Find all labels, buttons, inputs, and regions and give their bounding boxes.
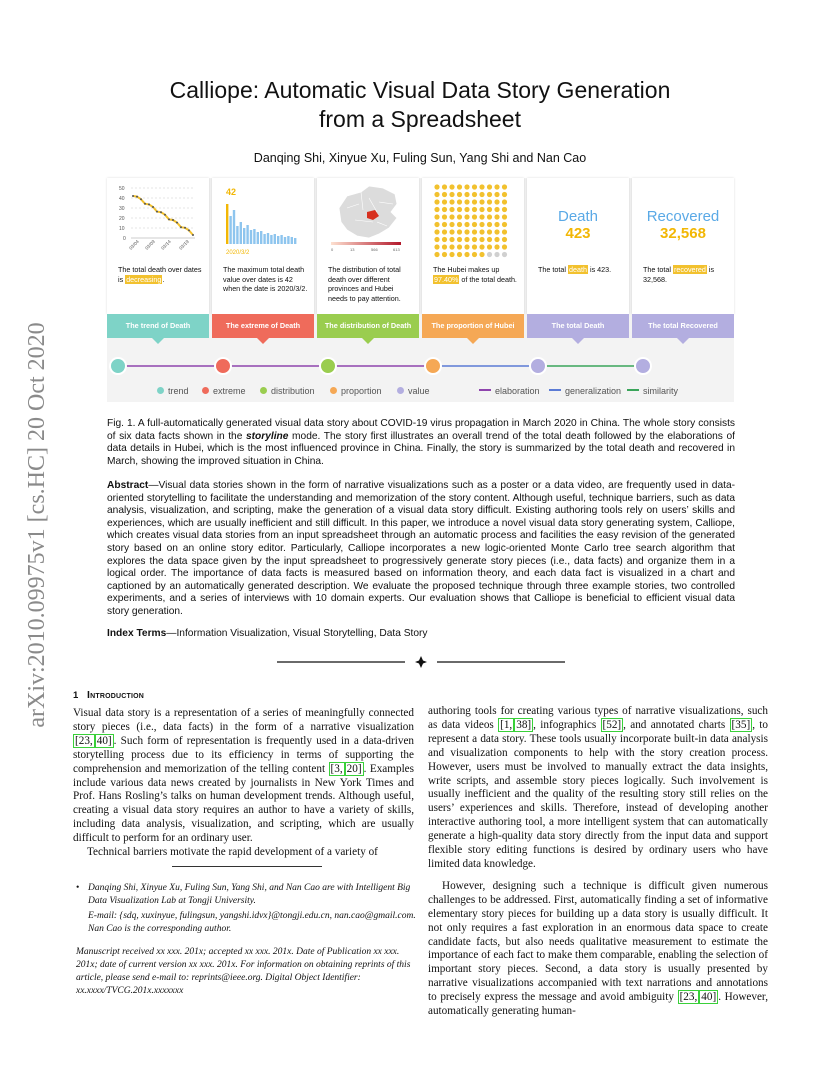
- proportion-dot: [487, 237, 492, 242]
- proportion-dot: [464, 237, 469, 242]
- extreme-chart: [212, 178, 314, 262]
- proportion-dot: [472, 214, 477, 219]
- extreme-bar: [263, 234, 265, 244]
- card-caption: The total recovered is 32,568.: [643, 265, 715, 284]
- footnote-email: E-mail: {sdq, xuxinyue, fulingsun, yangshi.idvx}@tongji.edu.cn, nan.cao@gmail.com. Nan Cao is the corresponding author.: [88, 911, 416, 934]
- proportion-dot: [479, 252, 484, 257]
- trend-point: [176, 222, 178, 224]
- trend-series-line: [133, 196, 193, 235]
- extreme-bar: [246, 225, 248, 244]
- banner-total-recovered: The total Recovered: [632, 314, 734, 338]
- footnote-rule: [172, 866, 322, 867]
- proportion-dot: [449, 222, 454, 227]
- proportion-dot: [479, 244, 484, 249]
- proportion-dot: [457, 192, 462, 197]
- color-scale: [331, 242, 401, 245]
- proportion-dot: [502, 229, 507, 234]
- proportion-dot: [494, 222, 499, 227]
- trend-y-tick: 0: [123, 236, 126, 242]
- trend-point: [168, 218, 170, 220]
- proportion-dot: [434, 222, 439, 227]
- citation-link[interactable]: [23,: [75, 734, 93, 747]
- author-list: Danqing Shi, Xinyue Xu, Fuling Sun, Yang Shi and Nan Cao: [253, 151, 587, 165]
- trend-point: [164, 214, 166, 216]
- trend-chart: [107, 178, 209, 262]
- svg-text:613: 613: [393, 247, 400, 252]
- proportion-dot: [494, 192, 499, 197]
- node-value: [635, 358, 651, 374]
- node-extreme: [215, 358, 231, 374]
- highlight-word: death: [568, 265, 587, 274]
- footnote-affiliation: Danqing Shi, Xinyue Xu, Fuling Sun, Yang Shi, and Nan Cao are with Intelligent Big Data Visualization Lab at Tongji University.: [88, 883, 411, 906]
- footnote: • Danqing Shi, Xinyue Xu, Fuling Sun, Yang Shi, and Nan Cao are with Intelligent Big Data Visualization Lab at Tongji University. E-mail: {sdq, xuxinyue, fulingsun, yangshi.idvx}@tongji.edu.cn, nan.cao@gmail.com. Nan Cao is the corresponding author. Manuscript received xx xxx. 201x; accepted xx xxx. 201x. Date of Publication xx xxx. 201x; date of current version xx xxx. 201x. For information on obtaining reprints of this article, please send e-mail to: reprints@ieee.org. Digital Object Identifier: xx.xxxx/TVCG.201x.xxxxxxx: [76, 883, 416, 996]
- story-card-distribution: [317, 178, 419, 314]
- proportion-dot: [449, 244, 454, 249]
- title-line-1: Calliope: Automatic Visual Data Story Generation: [169, 77, 671, 103]
- extreme-bar: [287, 236, 289, 244]
- trend-point: [160, 211, 162, 213]
- trend-point: [148, 203, 150, 205]
- proportion-dot: [494, 252, 499, 257]
- citation-link[interactable]: 20]: [346, 762, 362, 775]
- paragraph: authoring tools for creating various types of narrative visualizations, such as data videos [1, 38] , infographics [52] , and annotated charts [35] , to represent a data story. These tools usually incorporate built-in data analysis and visualization components to help with the story creation process. However, users must be involved to manually extract the data insights, write scripts, and assemble story pieces logically. Such involvement is usually inefficient and the quality of the resulting story still relies on the users’ experiences and skills. Therefore, instead of developing another interactive authoring tool, a more intelligent system that can automatically generate a high-quality data story directly from the input data and support flexible story editing functions is desired by ordinary users who have limited data knowledge.: [428, 705, 768, 870]
- proportion-dot: [457, 229, 462, 234]
- arxiv-side-stamp: [18, 290, 56, 760]
- extreme-bar: [260, 231, 262, 244]
- proportion-dot: [494, 237, 499, 242]
- trend-point: [132, 195, 134, 197]
- svg-text:566: 566: [371, 247, 378, 252]
- proportion-dot: [472, 184, 477, 189]
- proportion-dot: [442, 192, 447, 197]
- proportion-dot: [449, 214, 454, 219]
- legend-proportion: proportion: [330, 386, 382, 396]
- proportion-dot: [472, 207, 477, 212]
- banner-distribution: The distribution of Death: [317, 314, 419, 338]
- proportion-dot: [464, 252, 469, 257]
- big-metric-value: 423: [565, 225, 591, 242]
- node-trend: [110, 358, 126, 374]
- proportion-dot: [442, 222, 447, 227]
- proportion-dot: [442, 207, 447, 212]
- proportion-dot: [502, 252, 507, 257]
- proportion-dot: [494, 244, 499, 249]
- caption-emphasis: storyline: [245, 430, 289, 442]
- proportion-dot: [472, 192, 477, 197]
- trend-point: [136, 196, 138, 198]
- extreme-bar: [229, 216, 231, 244]
- proportion-dot: [494, 207, 499, 212]
- story-card-total-death: [527, 178, 629, 314]
- card-caption: The total death is 423.: [538, 265, 612, 274]
- proportion-dot: [434, 237, 439, 242]
- banner-proportion: The proportion of Hubei: [422, 314, 524, 338]
- proportion-dot: [434, 192, 439, 197]
- proportion-dot: [479, 229, 484, 234]
- trend-y-tick: 50: [119, 186, 125, 192]
- extreme-bar: [226, 204, 228, 244]
- trend-x-tick: 03/04: [128, 239, 140, 251]
- citation-link[interactable]: 38]: [516, 718, 532, 731]
- abstract: Abstract—Visual data stories shown in the form of narrative visualizations such as a poster or a data video, are frequently used in data-oriented storytelling to facilitate the understanding and memorization of the story content. Although useful, technique barriers, such as data analysis, visualization, and scripting, make the generation of a visual data story difficult. Existing authoring tools rely on users’ skills and experiences, which are usually inefficient and still difficult. In this paper, we introduce a novel visual data story generating system, Calliope, which creates visual data stories from an input spreadsheet through an automatic process and facilities the easy revision of the generated story based on an online story editor. Particularly, Calliope incorporates a new logic-oriented Monte Carlo tree search algorithm that explores the data space given by the input spreadsheet to progressively generate story pieces (i.e., data facts) and organize them in a logical order. The importance of data facts is measured based on information theory, and each data fact is visualized in a chart and captioned by an automatically generated description. We evaluate the proposed technique through three example stories, two controlled experiments, and a series of interviews with 10 domain experts. Our evaluation shows that Calliope is beneficial to efficient visual data story generation.: [107, 480, 735, 617]
- paragraph: However, designing such a technique is difficult given numerous challenges to be addressed. First, automatically finding a set of informative elementary story pieces for building up a data story is usually difficult. It not only requires a fast exploration in an enormous data space to create candidate facts, but also needs qualitative measurement to estimate the importance of each fact to make them comparable, enabling the selection of important story pieces. Second, a data story is usually presented by narrative visualizations accompanied with text narrations and annotations to precisely express the message and avoid ambiguity [23, 40] . However, automatically generating human-: [428, 879, 768, 1018]
- extreme-bar: [267, 233, 269, 244]
- trend-point: [192, 234, 194, 236]
- svg-text:13: 13: [350, 247, 355, 252]
- footnote-manuscript: Manuscript received xx xxx. 201x; accepted xx xxx. 201x. Date of Publication xx xxx. 201x; date of current version xx xxx. 201x. For information on obtaining reprints of this article, please send e-mail to: reprints@ieee.org. Digital Object Identifier: xx.xxxx/TVCG.201x.xxxxxxx: [76, 947, 411, 996]
- trend-point: [144, 203, 146, 205]
- trend-x-tick: 03/09: [144, 239, 156, 251]
- proportion-dot-grid: [422, 178, 524, 262]
- proportion-dot: [502, 237, 507, 242]
- left-column-text: [73, 707, 414, 860]
- extreme-bar: [253, 229, 255, 244]
- proportion-dot: [479, 214, 484, 219]
- extreme-bar: [294, 238, 296, 244]
- extreme-bar: [233, 210, 235, 244]
- proportion-dot: [434, 184, 439, 189]
- proportion-dot: [479, 184, 484, 189]
- section-heading: 1 Introduction: [73, 689, 145, 701]
- extreme-bar: [291, 237, 293, 244]
- paragraph: Visual data story is a representation of a series of meaningfully connected story pieces (i.e., data facts) in the form of a narrative visualization [23, 40] . Such form of representation is frequently used in a data-driven storytelling process due to its efficiency in terms of supporting the comprehension and memorization of the telling content [3, 20] . Examples include various data news created by journalists in New York Times and Prof. Hans Rosling’s talks on human development trends. Although useful, creating a visual data story requires an author to have a variety of skills, including data analysis, visualization, and scripting, which are usually difficult to perform for an ordinary user.: [73, 707, 414, 845]
- index-terms-label: Index Terms: [107, 628, 167, 639]
- proportion-dot: [449, 207, 454, 212]
- trend-x-tick: 03/14: [160, 239, 172, 251]
- proportion-dot: [479, 222, 484, 227]
- title-line-2: from a Spreadsheet: [318, 106, 521, 132]
- proportion-dot: [457, 244, 462, 249]
- proportion-dot: [487, 192, 492, 197]
- extreme-bar: [280, 235, 282, 244]
- trend-point: [156, 211, 158, 213]
- citation-link[interactable]: [35]: [731, 718, 751, 731]
- legend-value: value: [397, 386, 430, 396]
- proportion-dot: [494, 229, 499, 234]
- proportion-dot: [479, 192, 484, 197]
- proportion-dot: [502, 214, 507, 219]
- proportion-dot: [464, 244, 469, 249]
- proportion-dot: [464, 222, 469, 227]
- proportion-dot: [442, 237, 447, 242]
- extreme-bar: [274, 234, 276, 244]
- proportion-dot: [442, 252, 447, 257]
- proportion-dot: [479, 237, 484, 242]
- peak-value-label: 42: [226, 187, 237, 197]
- extreme-bar: [257, 232, 259, 244]
- proportion-dot: [434, 214, 439, 219]
- proportion-dot: [487, 222, 492, 227]
- proportion-dot: [472, 244, 477, 249]
- proportion-dot: [502, 184, 507, 189]
- proportion-dot: [434, 199, 439, 204]
- highlight-word: 97.40%: [434, 274, 459, 284]
- node-value: [530, 358, 546, 374]
- paper-title: [120, 76, 720, 134]
- divider-diamond-icon: [415, 656, 427, 668]
- big-metric-label: Death: [557, 208, 599, 225]
- proportion-dot: [457, 237, 462, 242]
- proportion-dot: [464, 199, 469, 204]
- proportion-dot: [464, 207, 469, 212]
- banner-trend: The trend of Death: [107, 314, 209, 338]
- proportion-dot: [479, 207, 484, 212]
- peak-date-label: 2020/3/2: [226, 250, 250, 256]
- citation-link[interactable]: [1,: [500, 718, 513, 731]
- index-terms: Index Terms—Information Visualization, Visual Storytelling, Data Story: [107, 628, 428, 639]
- story-card-total-recovered: [632, 178, 734, 314]
- proportion-dot: [494, 184, 499, 189]
- proportion-dot: [472, 237, 477, 242]
- proportion-dot: [464, 229, 469, 234]
- trend-y-tick: 40: [119, 196, 125, 202]
- proportion-dot: [472, 222, 477, 227]
- proportion-dot: [502, 222, 507, 227]
- proportion-dot: [502, 244, 507, 249]
- extreme-bar: [250, 230, 252, 244]
- proportion-dot: [472, 252, 477, 257]
- trend-y-tick: 30: [119, 206, 125, 212]
- node-distribution: [320, 358, 336, 374]
- proportion-dot: [449, 229, 454, 234]
- proportion-dot: [487, 199, 492, 204]
- proportion-dot: [487, 214, 492, 219]
- node-proportion: [425, 358, 441, 374]
- extreme-bar: [240, 222, 242, 244]
- card-caption: The distribution of total death over different provinces and Hubei needs to pay attention.: [328, 265, 401, 303]
- section-divider: [277, 655, 565, 669]
- legend-trend: trend: [157, 386, 189, 396]
- proportion-dot: [464, 192, 469, 197]
- teaser-figure: [107, 178, 734, 402]
- paragraph: Technical barriers motivate the rapid development of a variety of: [87, 846, 378, 859]
- trend-point: [140, 198, 142, 200]
- trend-x-tick: 03/19: [178, 239, 190, 251]
- proportion-dot: [464, 214, 469, 219]
- china-map-chart: [317, 178, 419, 262]
- highlight-word: recovered: [673, 265, 706, 274]
- trend-point: [180, 226, 182, 228]
- proportion-dot: [442, 199, 447, 204]
- trend-y-tick: 20: [119, 216, 125, 222]
- trend-point: [184, 227, 186, 229]
- proportion-dot: [479, 199, 484, 204]
- proportion-dot: [457, 199, 462, 204]
- trend-point: [172, 219, 174, 221]
- proportion-dot: [502, 192, 507, 197]
- trend-y-tick: 10: [119, 226, 125, 232]
- proportion-dot: [494, 214, 499, 219]
- card-caption: The maximum total death value over dates is 42 when the date is 2020/3/2.: [223, 265, 308, 294]
- right-column-text: [428, 705, 768, 1019]
- proportion-dot: [442, 229, 447, 234]
- proportion-dot: [472, 229, 477, 234]
- big-metric-value: 32,568: [660, 225, 706, 242]
- proportion-dot: [449, 184, 454, 189]
- citation-link[interactable]: 40]: [96, 734, 112, 747]
- proportion-dot: [434, 229, 439, 234]
- proportion-dot: [434, 207, 439, 212]
- extreme-bar: [277, 236, 279, 244]
- proportion-dot: [494, 199, 499, 204]
- proportion-dot: [457, 207, 462, 212]
- legend-extreme: extreme: [202, 386, 246, 396]
- arxiv-stamp-text: arXiv:2010.09975v1 [cs.HC] 20 Oct 2020: [24, 322, 50, 728]
- extreme-bar: [270, 235, 272, 244]
- proportion-dot: [464, 184, 469, 189]
- banner-total-death: The total Death: [527, 314, 629, 338]
- card-caption: The total death over dates is decreasing.: [118, 265, 202, 284]
- proportion-dot: [442, 184, 447, 189]
- proportion-dot: [472, 199, 477, 204]
- legend-elaboration: elaboration: [479, 386, 540, 396]
- proportion-dot: [487, 252, 492, 257]
- trend-point: [152, 206, 154, 208]
- abstract-label: Abstract: [107, 480, 149, 491]
- card-caption: The Hubei makes up 97.40% of the total death.: [433, 265, 517, 284]
- extreme-bar: [236, 226, 238, 244]
- story-card-proportion: [422, 178, 524, 314]
- svg-text:0: 0: [331, 247, 334, 252]
- legend-distribution: distribution: [260, 386, 315, 396]
- story-card-extreme: [212, 178, 314, 314]
- citation-link[interactable]: [23,: [679, 991, 698, 1004]
- extreme-bar: [243, 228, 245, 244]
- proportion-dot: [487, 184, 492, 189]
- proportion-dot: [449, 252, 454, 257]
- trend-point: [188, 229, 190, 231]
- story-card-trend: [107, 178, 209, 314]
- proportion-dot: [487, 244, 492, 249]
- proportion-dot: [487, 207, 492, 212]
- proportion-dot: [457, 184, 462, 189]
- legend-generalization: generalization: [549, 386, 621, 396]
- legend-similarity: similarity: [627, 386, 678, 396]
- extreme-bar: [284, 237, 286, 244]
- proportion-dot: [434, 244, 439, 249]
- banner-extreme: The extreme of Death: [212, 314, 314, 338]
- citation-link[interactable]: [52]: [602, 718, 622, 731]
- proportion-dot: [449, 237, 454, 242]
- proportion-dot: [487, 229, 492, 234]
- figure-caption: Fig. 1. A full-automatically generated visual data story about COVID-19 virus propagation in March 2020 in China. The whole story consists of six data facts shown in the storyline mode. The story first illustrates an overall trend of the total death followed by the elaborations of data details in Hubei, which is the most influenced province in China. Finally, the story is summarized by the total death and recovered in March, showing the improved situation in China.: [107, 418, 735, 467]
- proportion-dot: [442, 244, 447, 249]
- citation-link[interactable]: 40]: [701, 991, 717, 1004]
- proportion-dot: [449, 192, 454, 197]
- citation-link[interactable]: [3,: [330, 762, 343, 775]
- proportion-dot: [442, 214, 447, 219]
- proportion-dot: [449, 199, 454, 204]
- proportion-dot: [457, 252, 462, 257]
- highlight-word: decreasing: [126, 274, 162, 284]
- proportion-dot: [502, 199, 507, 204]
- big-metric-label: Recovered: [646, 208, 720, 225]
- proportion-dot: [502, 207, 507, 212]
- proportion-dot: [457, 214, 462, 219]
- proportion-dot: [434, 252, 439, 257]
- proportion-dot: [457, 222, 462, 227]
